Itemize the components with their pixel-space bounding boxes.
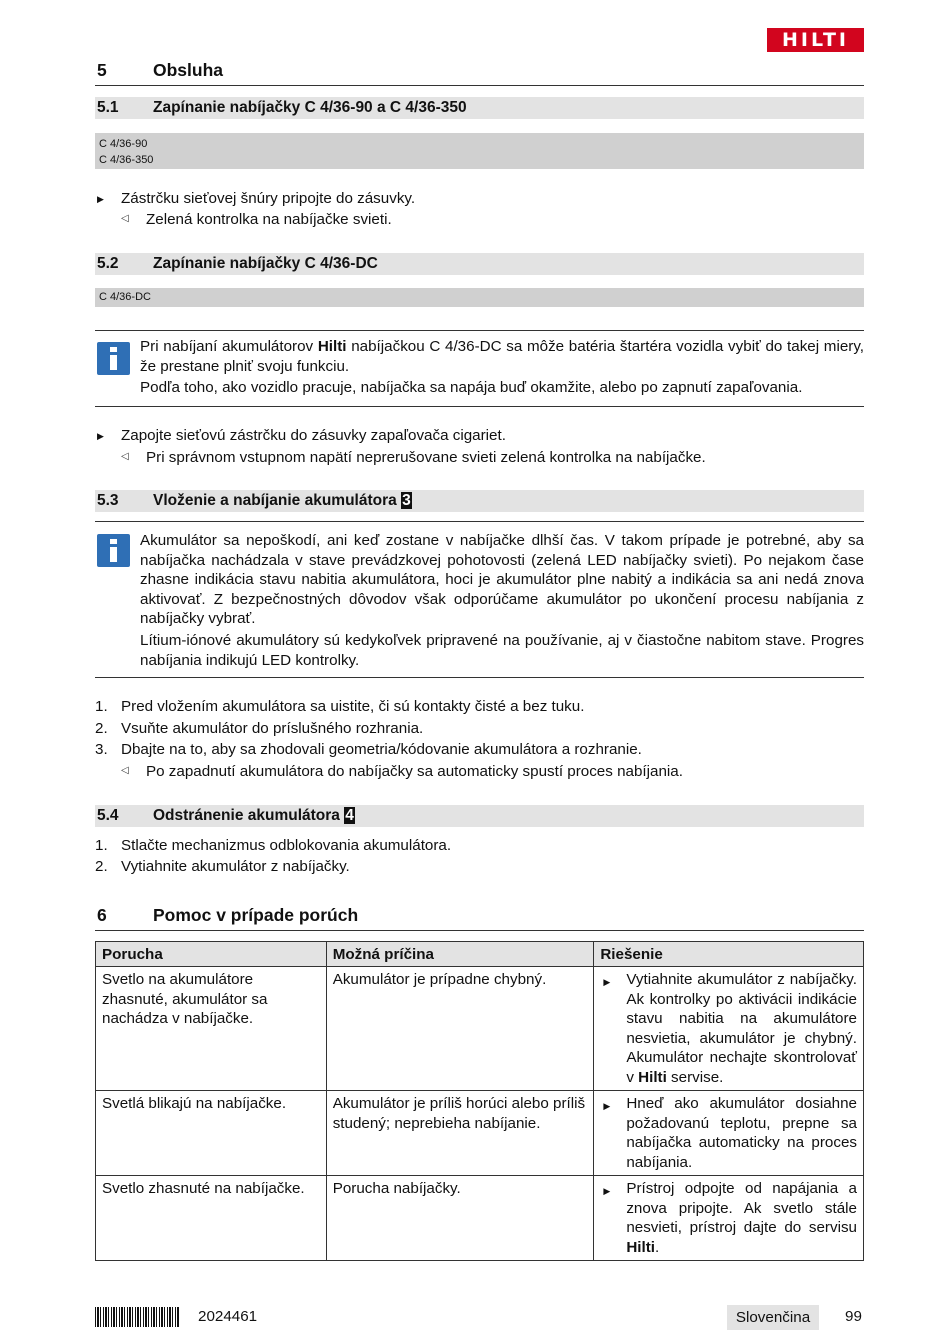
result-text: Pri správnom vstupnom napätí neprerušovane svieti zelená kontrolka na nabíjačke. — [146, 449, 706, 466]
fault-cell: Svetlo na akumulátore zhasnuté, akumulátor sa nachádza v nabíjačke. — [96, 967, 327, 1091]
instruction-result — [95, 763, 864, 783]
step-number: 2. — [95, 858, 108, 875]
product-code: C 4/36-DC — [99, 291, 151, 303]
product-code: C 4/36-350 — [99, 154, 154, 166]
step-number: 1. — [95, 837, 108, 854]
instruction-step — [95, 190, 864, 210]
cause-cell: Porucha nabíjačky. — [326, 1176, 594, 1261]
troubleshooting-table — [95, 941, 864, 1261]
step-number: 1. — [95, 698, 108, 715]
step-text: Vytiahnite akumulátor z nabíjačky. — [121, 858, 350, 875]
brand-name: Hilti — [626, 1238, 655, 1256]
solution-cell: ▶ Prístroj odpojte od napájania a znova pripojte. Ak svetlo stále nesvieti, prístroj dajte do servisu Hilti. — [594, 1176, 864, 1261]
product-code: C 4/36-90 — [99, 138, 148, 150]
instruction-result — [95, 211, 864, 231]
result-text: Po zapadnutí akumulátora do nabíjačky sa automaticky spustí proces nabíjania. — [146, 763, 683, 780]
section-title: Pomoc v prípade porúch — [153, 905, 359, 925]
subsection-heading-5-1 — [95, 97, 864, 119]
note-body — [140, 531, 864, 670]
result-arrow-icon: ◁ — [121, 451, 129, 462]
solution-cell: ▶ Hneď ako akumulátor dosiahne požadovanú teplotu, prepne sa nabíjačka automaticky na proces nabíjania. — [594, 1091, 864, 1176]
subsection-title: Odstránenie akumulátora 4 — [153, 807, 354, 824]
triangle-bullet-icon: ▶ — [603, 977, 611, 987]
result-text: Zelená kontrolka na nabíjačke svieti. — [146, 211, 392, 228]
step-text: Dbajte na to, aby sa zhodovali geometria/kódovanie akumulátora a rozhranie. — [121, 741, 642, 758]
instruction-result — [95, 449, 864, 469]
solution-cell: ▶ Vytiahnite akumulátor z nabíjačky. Ak kontrolky po aktivácii indikácie stavu nabitia na akumulátore nesvietia, akumulátor je chybný. Akumulátor nechajte skontrolovať v Hilti servise. — [594, 967, 864, 1091]
numbered-step — [95, 741, 864, 761]
barcode — [95, 1307, 179, 1327]
numbered-step — [95, 720, 864, 740]
cause-cell: Akumulátor je príliš horúci alebo príliš studený; neprebieha nabíjanie. — [326, 1091, 594, 1176]
subsection-title: Vloženie a nabíjanie akumulátora 3 — [153, 492, 411, 509]
page-number: 99 — [845, 1308, 862, 1325]
info-icon — [97, 342, 130, 375]
table-row — [96, 1176, 864, 1261]
section-number: 6 — [97, 905, 107, 925]
table-row — [96, 1091, 864, 1176]
subsection-number: 5.2 — [97, 255, 119, 272]
section-heading — [95, 56, 864, 86]
language-label: Slovenčina — [727, 1305, 819, 1330]
subsection-number: 5.1 — [97, 99, 119, 116]
info-note — [95, 521, 864, 678]
note-body — [140, 337, 864, 398]
step-text: Vsuňte akumulátor do príslušného rozhrania. — [121, 720, 424, 737]
step-text: Zástrčku sieťovej šnúry pripojte do zásuvky. — [121, 190, 416, 207]
triangle-bullet-icon: ▶ — [97, 194, 104, 204]
step-text: Stlačte mechanizmus odblokovania akumulátora. — [121, 837, 452, 854]
numbered-step — [95, 837, 864, 857]
column-header: Riešenie — [594, 942, 864, 967]
info-note — [95, 330, 864, 407]
note-paragraph: Pri nabíjaní akumulátorov Hilti nabíjačkou C 4/36-DC sa môže batéria štartéra vozidla vybiť do takej miery, že prestane plniť svoju funkciu. — [140, 338, 865, 375]
note-paragraph: Podľa toho, ako vozidlo pracuje, nabíjačka sa napája buď okamžite, alebo po zapnutí zapaľovania. — [140, 379, 803, 397]
step-number: 3. — [95, 741, 108, 758]
step-number: 2. — [95, 720, 108, 737]
step-text: Pred vložením akumulátora sa uistite, či sú kontakty čisté a bez tuku. — [121, 698, 585, 715]
fault-cell: Svetlo zhasnuté na nabíjačke. — [96, 1176, 327, 1261]
fault-cell: Svetlá blikajú na nabíjačke. — [96, 1091, 327, 1176]
instruction-step — [95, 427, 864, 447]
note-paragraph: Lítium-iónové akumulátory sú kedykoľvek pripravené na používanie, aj v čiastočne nabitom stave. Progres nabíjania indikujú LED kontrolky. — [140, 631, 864, 669]
result-arrow-icon: ◁ — [121, 765, 129, 776]
result-arrow-icon: ◁ — [121, 213, 129, 224]
note-paragraph: Akumulátor sa nepoškodí, ani keď zostane v nabíjačke dlhší čas. V takom prípade je potrebné, aby sa nabíjačka nachádzala v stave prevádzkovej pohotovosti (zelená LED nabíjačky svieti). Po nejakom čase zhasne indikácia stavu nabitia akumulátora, hoci je akumulátor plne nabitý a indikácia sa ani nedá znova aktivovať. Z bezpečnostných dôvodov však odporúčame akumulátor po ukončení procesu nabíjania z nabíjačky vybrať. — [140, 532, 864, 628]
numbered-step — [95, 858, 864, 878]
table-header-row — [96, 942, 864, 967]
table-row — [96, 967, 864, 1091]
subsection-number: 5.3 — [97, 492, 119, 509]
triangle-bullet-icon: ▶ — [603, 1101, 611, 1111]
subsection-title: Zapínanie nabíjačky C 4/36-DC — [153, 255, 378, 272]
cause-cell: Akumulátor je prípadne chybný. — [326, 967, 594, 1091]
triangle-bullet-icon: ▶ — [603, 1186, 611, 1196]
section-number: 5 — [97, 60, 107, 80]
numbered-step — [95, 698, 864, 718]
figure-reference-badge: 4 — [345, 807, 354, 824]
hilti-logo: HILTI — [767, 28, 864, 52]
brand-name: Hilti — [638, 1068, 667, 1086]
triangle-bullet-icon: ▶ — [97, 431, 104, 441]
subsection-heading-5-2 — [95, 253, 864, 275]
subsection-number: 5.4 — [97, 807, 119, 824]
subsection-heading-5-3 — [95, 490, 864, 512]
section-title: Obsluha — [153, 60, 224, 80]
figure-reference-badge: 3 — [402, 492, 411, 509]
column-header: Možná príčina — [326, 942, 594, 967]
section-heading — [95, 901, 864, 931]
brand-name: Hilti — [317, 338, 347, 355]
subsection-heading-5-4 — [95, 805, 864, 827]
subsection-title: Zapínanie nabíjačky C 4/36-90 a C 4/36-350 — [153, 99, 467, 116]
document-number: 2024461 — [198, 1308, 258, 1325]
product-applicability-box — [95, 288, 864, 307]
column-header: Porucha — [96, 942, 327, 967]
info-icon — [97, 534, 130, 567]
step-text: Zapojte sieťovú zástrčku do zásuvky zapaľovača cigariet. — [121, 427, 506, 444]
product-applicability-box — [95, 133, 864, 169]
